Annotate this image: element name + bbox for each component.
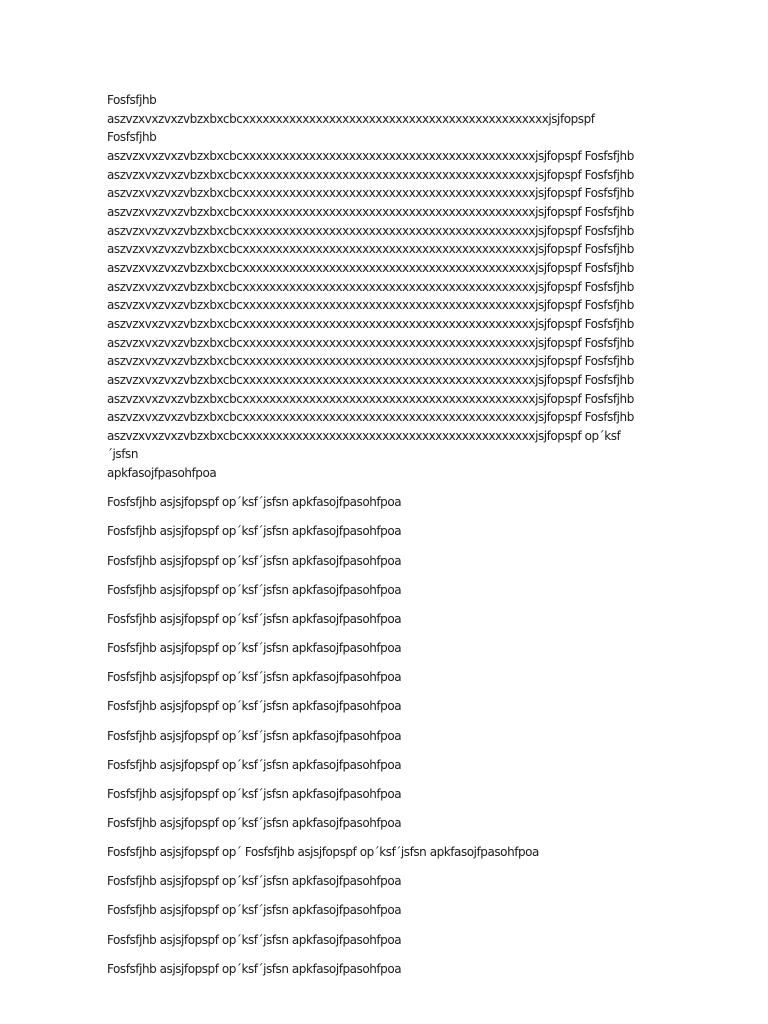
long-paragraph: Fosfsfjhb aszvzxvxzvxzvbzxbxcbcxxxxxxxxxxxxxxxxxxxxxxxxxxxxxxxxxxxxxxxxxxxxxxjsjfopspf Fosfsfjhb aszvzxvxzvxzvbzxbxcbcxxxxxxxxxxxxxxxxxxxxxxxxxxxxxxxxxxxxxxxxxxxxjsjfopspf Fosfsfjhb aszvzxvxzvxzvbzxbxcbcxxxxxxxxxxxxxxxxxxxxxxxxxxxxxxxxxxxxxxxxxxxxjsjfopspf Fosfsfjhb aszvzxvxzvxzvbzxbxcbcxxxxxxxxxxxxxxxxxxxxxxxxxxxxxxxxxxxxxxxxxxxxjsjfopspf Fosfsfjhb aszvzxvxzvxzvbzxbxcbcxxxxxxxxxxxxxxxxxxxxxxxxxxxxxxxxxxxxxxxxxxxxjsjfopspf Fosfsfjhb aszvzxvxzvxzvbzxbxcbcxxxxxxxxxxxxxxxxxxxxxxxxxxxxxxxxxxxxxxxxxxxxjsjfopspf Fosfsfjhb aszvzxvxzvxzvbzxbxcbcxxxxxxxxxxxxxxxxxxxxxxxxxxxxxxxxxxxxxxxxxxxxjsjfopspf Fosfsfjhb aszvzxvxzvxzvbzxbxcbcxxxxxxxxxxxxxxxxxxxxxxxxxxxxxxxxxxxxxxxxxxxxjsjfopspf Fosfsfjhb aszvzxvxzvxzvbzxbxcbcxxxxxxxxxxxxxxxxxxxxxxxxxxxxxxxxxxxxxxxxxxxxjsjfopspf Fosfsfjhb aszvzxvxzvxzvbzxbxcbcxxxxxxxxxxxxxxxxxxxxxxxxxxxxxxxxxxxxxxxxxxxxjsjfopspf Fosfsfjhb aszvzxvxzvxzvbzxbxcbcxxxxxxxxxxxxxxxxxxxxxxxxxxxxxxxxxxxxxxxxxxxxjsjfopspf Fosfsfjhb aszvzxvxzvxzvbzxbxcbcxxxxxxxxxxxxxxxxxxxxxxxxxxxxxxxxxxxxxxxxxxxxjsjfopspf Fosfsfjhb aszvzxvxzvxzvbzxbxcbcxxxxxxxxxxxxxxxxxxxxxxxxxxxxxxxxxxxxxxxxxxxxjsjfopspf Fosfsfjhb aszvzxvxzvxzvbzxbxcbcxxxxxxxxxxxxxxxxxxxxxxxxxxxxxxxxxxxxxxxxxxxxjsjfopspf Fosfsfjhb aszvzxvxzvxzvbzxbxcbcxxxxxxxxxxxxxxxxxxxxxxxxxxxxxxxxxxxxxxxxxxxxjsjfopspf Fosfsfjhb aszvzxvxzvxzvbzxbxcbcxxxxxxxxxxxxxxxxxxxxxxxxxxxxxxxxxxxxxxxxxxxxjsjfopspf Fosfsfjhb aszvzxvxzvxzvbzxbxcbcxxxxxxxxxxxxxxxxxxxxxxxxxxxxxxxxxxxxxxxxxxxxjsjfopspf op´ksf´jsfsn apkfasojfpasohfpoa <box>107 93 634 481</box>
paragraph-12: Fosfsfjhb asjsjfopspf op´ksf´jsfsn apkfasojfpasohfpoa <box>107 816 402 830</box>
paragraph-10: Fosfsfjhb asjsjfopspf op´ksf´jsfsn apkfasojfpasohfpoa <box>107 757 402 772</box>
paragraph-16: Fosfsfjhb asjsjfopspf op´ksf´jsfsn apkfasojfpasohfpoa <box>107 932 402 947</box>
paragraph-14: Fosfsfjhb asjsjfopspf op´ksf´jsfsn apkfasojfpasohfpoa <box>107 874 402 889</box>
paragraph-4: Fosfsfjhb asjsjfopspf op´ksf´jsfsn apkfasojfpasohfpoa <box>107 582 402 597</box>
paragraph-9: Fosfsfjhb asjsjfopspf op´ksf´jsfsn apkfasojfpasohfpoa <box>107 728 402 743</box>
paragraph-3: Fosfsfjhb asjsjfopspf op´ksf´jsfsn apkfasojfpasohfpoa <box>107 553 402 568</box>
paragraph-15: Fosfsfjhb asjsjfopspf op´ksf´jsfsn apkfasojfpasohfpoa <box>107 903 402 918</box>
paragraph-1: Fosfsfjhb asjsjfopspf op´ksf´jsfsn apkfasojfpasohfpoa <box>107 495 402 510</box>
paragraph-6: Fosfsfjhb asjsjfopspf op´ksf´jsfsn apkfasojfpasohfpoa <box>107 641 402 656</box>
paragraph-7: Fosfsfjhb asjsjfopspf op´ksf´jsfsn apkfasojfpasohfpoa <box>107 670 402 685</box>
paragraph-13: Fosfsfjhb asjsjfopspf op´ Fosfsfjhb asjsjfopspf op´ksf´jsfsn apkfasojfpasohfpoa <box>107 845 539 860</box>
paragraph-11: Fosfsfjhb asjsjfopspf op´ksf´jsfsn apkfasojfpasohfpoa <box>107 786 402 801</box>
paragraph-8: Fosfsfjhb asjsjfopspf op´ksf´jsfsn apkfasojfpasohfpoa <box>107 699 402 714</box>
paragraph-5: Fosfsfjhb asjsjfopspf op´ksf´jsfsn apkfasojfpasohfpoa <box>107 611 402 626</box>
paragraph-17: Fosfsfjhb asjsjfopspf op´ksf´jsfsn apkfasojfpasohfpoa <box>107 961 402 976</box>
paragraph-2: Fosfsfjhb asjsjfopspf op´ksf´jsfsn apkfasojfpasohfpoa <box>107 524 402 539</box>
document-body <box>107 91 647 989</box>
